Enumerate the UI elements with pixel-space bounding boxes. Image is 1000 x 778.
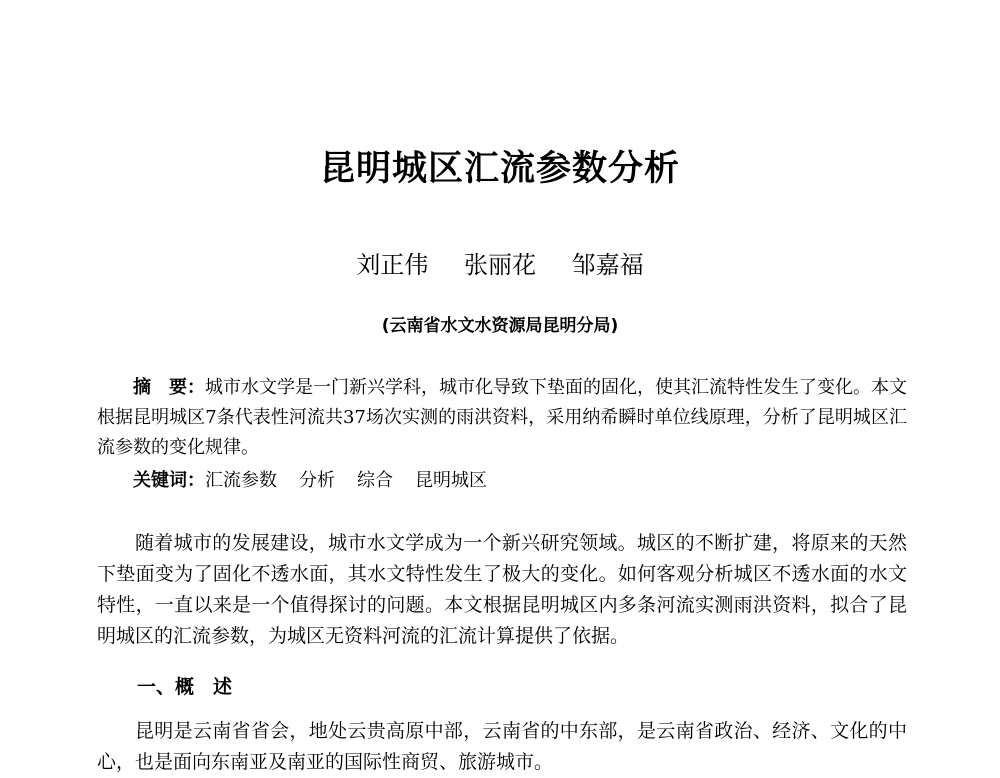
keyword-item: 分析 (299, 470, 335, 491)
keyword-item: 昆明城区 (415, 470, 487, 491)
keywords-label: 关键词： (133, 470, 205, 491)
section-heading: 一、概 述 (137, 676, 233, 698)
abstract (97, 373, 907, 463)
section-paragraph: 昆明是云南省省会，地处云贵高原中部，云南省的中东部，是云南省政治、经济、文化的中心，也是面向东南亚及南亚的国际性商贸、旅游城市。 (97, 720, 907, 773)
intro-paragraph: 随着城市的发展建设，城市水文学成为一个新兴研究领域。城区的不断扩建，将原来的天然下垫面变为了固化不透水面，其水文特性发生了极大的变化。如何客观分析城区不透水面的水文特性，一直以来是一个值得探讨的问题。本文根据昆明城区内多条河流实测雨洪资料，拟合了昆明城区的汇流参数，为城区无资料河流的汇流计算提供了依据。 (97, 532, 907, 647)
author-name: 张丽花 (464, 251, 536, 279)
keywords (97, 466, 907, 496)
abstract-text: 城市水文学是一门新兴学科，城市化导致下垫面的固化，使其汇流特性发生了变化。本文根据昆明城区7条代表性河流共37场次实测的雨洪资料，采用纳希瞬时单位线原理，分析了昆明城区汇流参数的变化规律。 (97, 377, 907, 458)
author-name: 邹嘉福 (571, 251, 644, 279)
abstract-label: 摘 要： (133, 377, 205, 398)
author-list (0, 249, 1000, 281)
author-name: 刘正伟 (356, 251, 429, 279)
keyword-item: 综合 (357, 470, 393, 491)
paper-title: 昆明城区汇流参数分析 (319, 148, 680, 189)
keyword-item: 汇流参数 (205, 470, 277, 491)
affiliation: (云南省水文水资源局昆明分局) (381, 316, 619, 336)
